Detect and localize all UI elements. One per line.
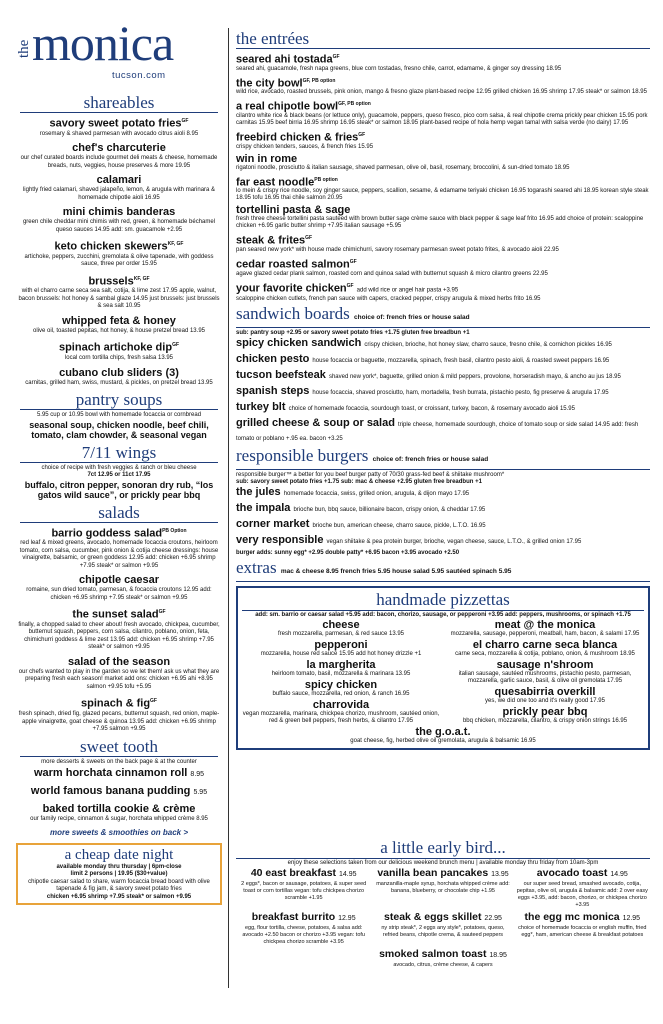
pizzetta-name: sausage n'shroom: [496, 659, 594, 672]
item-name-text: spinach & fig: [80, 698, 151, 711]
item-name-text: corner market: [236, 518, 310, 531]
menu-item: [236, 353, 650, 367]
item-desc: red leaf & mixed greens, avocado, homemade focaccia croutons, heirloom tomato, corn salsa, cucumber, pink onion & cotija cheese dressings: house vinaigrette, balsamic, or green goddess 12.95 add: chicken +6.95 shrimp +7.95 steak* or salmon +9.95: [19, 540, 219, 569]
pizzetta-name: charrovida: [312, 699, 370, 712]
item-name-text: a real chipotle bowl: [236, 100, 339, 113]
item-tag: GF: [150, 698, 157, 705]
menu-item: [236, 232, 650, 254]
bird-item: [236, 867, 371, 909]
bird-item: [236, 948, 371, 969]
burgers-intro: responsible burger™ a better for you beef burger patty of 70/30 grass-fed beef & shiitake mushroom*: [236, 472, 505, 479]
item-desc: rigatoni noodle, prosciutto & italian sausage, shaved parmesan, olive oil, basil, rosemary, broccolini, & sun-dried tomato 18.95: [236, 164, 570, 171]
logo: [16, 14, 222, 92]
menu-item: [16, 695, 222, 733]
bird-desc: 2 eggs*, bacon or sausage, potatoes, & super seed toast or corn tortillas vegan: tofu chickpea chorizo scramble +1.95: [241, 881, 367, 901]
item-name-text: world famous banana pudding: [30, 785, 191, 798]
item-inline: add wild rice or angel hair pasta +3.95: [356, 287, 459, 294]
item-name: [236, 129, 650, 144]
item-desc: brioche bun, american cheese, charro sauce, pickle, L.T.O. 16.95: [312, 523, 486, 530]
pizzetta-goat-name: the g.o.a.t.: [415, 726, 471, 739]
item-desc: with el charro carne seca sea salt, cotija, & lime zest 17.95 apple, walnut, bacon brussels: hot honey & sambal glaze 14.95 just brussels: just brussels & sea salt 10.95: [18, 288, 220, 310]
bird-title: a little early bird...: [236, 838, 650, 859]
bird-desc: manzanilla-maple syrup, horchata whipped crème add: banana, blueberry, or chocolate chip +1.95: [376, 881, 510, 894]
item-desc: rosemary & shaved parmesan with avocado citrus aioli 8.95: [39, 130, 199, 137]
item-name: [16, 785, 222, 799]
pizzetta-name: prickly pear bbq: [502, 706, 588, 719]
item-desc: lo mein & crispy rice noodle, soy ginger sauce, peppers, scallion, sesame, & edamame teriyaki chicken 16.95 togarashi seared ahi 18.95 korean style steak 18.95 tofu 16.95 thai chile salmon 20.95: [236, 188, 649, 202]
entrees-title: [236, 30, 650, 49]
item-name-text: the sunset salad: [72, 608, 159, 621]
item-name-text: far east noodle: [236, 176, 315, 189]
item-name: [16, 695, 222, 711]
item-name: [16, 606, 222, 622]
sandwich-title-text: sandwich boards: [236, 304, 350, 324]
column-divider: [228, 28, 229, 988]
cheap-l2: limit 2 persons | 19.95 ($30+value): [70, 871, 168, 878]
cheap-title: a cheap date night: [64, 846, 174, 863]
extras-title-text: extras: [236, 558, 277, 578]
item-desc: wild rice, avocado, roasted brussels, pink onion, mango & fresno glaze plant-based recipe 12.95 grilled chicken 16.95 shrimp 17.95 steak* or salmon 18.95: [236, 89, 647, 96]
salads-title: salads: [20, 504, 218, 523]
item-name: [236, 486, 650, 500]
shareables-list: [16, 115, 222, 387]
pizzettas-left: [242, 619, 440, 726]
item-name-text: savory sweet potato fries: [49, 117, 182, 130]
menu-item: [236, 486, 650, 500]
item-name: [236, 385, 650, 399]
item-price: 8.95: [190, 771, 205, 779]
bird-price: 22.95: [484, 915, 502, 922]
pizzetta-desc: bbq chicken, mozzarella, cilantro, & crispy onion strings 16.95: [462, 718, 628, 725]
bird-price: 12.95: [622, 915, 641, 922]
pizzetta-item: [446, 659, 644, 685]
burgers-title: [236, 447, 650, 470]
logo-monica: monica: [32, 15, 174, 71]
menu-item: [236, 369, 650, 383]
item-name: [236, 401, 650, 415]
bird-name-text: the egg mc monica: [524, 911, 620, 923]
item-tag: GF: [172, 342, 180, 349]
burgers-adds: burger adds: sunny egg* +2.95 double patty* +6.95 bacon +3.95 avocado +2.50: [236, 550, 460, 557]
item-tag: GF: [349, 258, 357, 265]
item-name: [236, 98, 650, 113]
menu-item: [236, 75, 650, 97]
sweet-list: [16, 767, 222, 824]
item-name-text: your favorite chicken: [236, 282, 347, 295]
item-name-text: turkey blt: [236, 401, 286, 414]
bird-desc: avocado, citrus, crème cheese, & capers: [393, 962, 493, 968]
cheap-l1: available monday thru thursday | 6pm-close: [56, 863, 182, 870]
sweet-title: sweet tooth: [20, 738, 218, 757]
item-desc: house focaccia or baguette, mozzarella, spinach, fresh basil, cilantro pesto aioli, & roasted sweet peppers 16.95: [312, 358, 610, 365]
bird-name-text: breakfast burrito: [251, 911, 336, 923]
menu-item: [16, 785, 222, 799]
item-desc: our chefs wanted to play in the garden so we let them! ask us what they are preparing fresh each season! market add ons: chicken +6.95 ahi +8.95 salmon +9.95 tofu +5.95: [18, 668, 220, 690]
item-desc: triple cheese, homemade sourdough, choice of tomato soup or side salad 14.95 add: fresh tomato or poblano +.95 ea. bacon +3.25: [236, 422, 639, 443]
item-desc: brioche bun, bbq sauce, billionaire bacon, crispy onion, & cheddar 17.95: [293, 507, 486, 514]
item-desc: choice of homemade focaccia, sourdough toast, or croissant, turkey, bacon, & rosemary avocado aioli 15.95: [288, 406, 575, 413]
pantry-desc: 5.95 cup or 10.95 bowl with homemade focaccia or cornbread: [36, 412, 202, 419]
item-name-text: keto chicken skewers: [54, 240, 168, 253]
bird-item: [515, 911, 650, 946]
item-name: [16, 174, 222, 187]
menu-item: [16, 767, 222, 781]
item-name: [16, 339, 222, 355]
bird-name: [375, 911, 510, 925]
item-name: [236, 256, 650, 271]
pantry-items: seasonal soup, chicken noodle, beef chili, tomato, clam chowder, & seasonal vegan: [29, 419, 209, 440]
menu-item: [16, 574, 222, 602]
pizzetta-name: quesabirria overkill: [494, 686, 596, 699]
item-tag: GF: [358, 131, 366, 138]
item-desc: local corn tortilla chips, fresh salsa 13.95: [64, 355, 174, 362]
menu-item: [236, 337, 650, 351]
bird-desc: our super seed bread, smashed avocado, cotija, pepitas, olive oil, arugula & balsamic add: 2 over easy eggs +3.95, add: bacon, chorizo, or chickpea chorizo +3.95: [516, 881, 648, 908]
wings-title: 7/11 wings: [20, 444, 218, 463]
bird-item: [515, 948, 650, 969]
item-name-text: the city bowl: [236, 77, 303, 90]
pantry-title: pantry soups: [20, 391, 218, 410]
item-desc: finally, a chopped salad to cheer about! fresh avocado, chickpea, cucumber, butternut squash, peppers, corn salsa, cilantro, poblano, onion, feta, chimichurri goddess & lime zest 13.95 add: chicken +6.95 shrimp +7.95 steak* or salmon +9.95: [18, 621, 220, 651]
burgers-list: [236, 486, 650, 548]
bird-item: [515, 867, 650, 909]
pizzettas-add: add: sm. barrio or caesar salad +5.95 add: bacon, chorizo, sausage, or pepperoni +3.95 add: peppers, mushrooms, or spinach +1.75: [255, 612, 631, 619]
menu-item: [236, 502, 650, 516]
sandwich-note: choice of: french fries or house salad: [354, 314, 470, 322]
burgers-title-text: responsible burgers: [236, 446, 369, 466]
logo-the: the: [16, 39, 32, 58]
pizzetta-desc: fresh mozzarella, parmesan, & red sauce 13.95: [277, 631, 405, 638]
item-name: [16, 525, 222, 541]
item-name: [16, 803, 222, 816]
menu-item: [236, 98, 650, 127]
sweet-desc: more desserts & sweets on the back page & at the counter: [41, 758, 197, 765]
item-name: [236, 204, 650, 216]
menu-item: [16, 174, 222, 202]
item-desc: romaine, sun dried tomato, parmesan, & focaccia croutons 12.95 add: chicken +6.95 shrimp +7.95 steak* or salmon +9.95: [26, 587, 212, 601]
item-name: [236, 337, 650, 351]
pizzettas-box: [236, 586, 650, 750]
menu-item: [16, 606, 222, 652]
pizzetta-item: [242, 619, 440, 638]
item-name: [236, 174, 650, 189]
item-name: [236, 280, 650, 297]
item-name: [16, 574, 222, 587]
item-name: [16, 767, 222, 781]
item-name: [16, 238, 222, 254]
item-desc: crispy chicken, brioche, hot honey slaw, charro sauce, fresno chile, & cornichon pickles 16.95: [364, 342, 612, 349]
wings-items: buffalo, citron pepper, sonoran dry rub, “los gatos wild sauce”, or prickly pear bbq: [24, 479, 214, 500]
item-desc: seared ahi, guacamole, fresh napa greens, blue corn tostadas, fresno chile, carrot, edamame, & ginger soy dressing 18.95: [236, 65, 562, 72]
menu-item: [236, 417, 650, 445]
item-desc: fresh spinach, dried fig, glazed pecans, butternut squash, red onion, maple-apple vinaigrette, goat cheese & quinoa 13.95 add: chicken +6.95 shrimp +7.95 salmon +9.95: [18, 711, 220, 733]
menu-item: [236, 204, 650, 230]
pizzetta-item: [242, 699, 440, 725]
pizzetta-item: [242, 659, 440, 678]
menu-item: [16, 142, 222, 170]
pizzetta-goat: [242, 726, 644, 745]
item-name-text: tortellini pasta & sage: [236, 204, 351, 217]
item-name: [16, 142, 222, 155]
sandwich-list: [236, 337, 650, 445]
item-tag: PB option: [314, 176, 338, 183]
pizzetta-desc: heirloom tomato, basil, mozzarella & marinara 13.95: [271, 671, 411, 678]
bird-name: [236, 911, 371, 925]
menu-item: [16, 339, 222, 362]
pizzetta-name: spicy chicken: [304, 679, 378, 692]
menu-item: [16, 238, 222, 269]
item-name-text: brussels: [88, 275, 134, 288]
menu-item: [16, 367, 222, 388]
early-bird: [236, 838, 650, 971]
item-tag: GF: [181, 118, 189, 124]
menu-item: [16, 315, 222, 336]
item-desc: house focaccia, shaved prosciutto, ham, mortadella, fresh burrata, pistachio pesto, fig preserve & arugula 17.95: [312, 390, 609, 397]
item-desc: our chef curated boards include gourmet deli meats & cheese, homemade breads, nuts, veggies, house preserves & more 19.95: [20, 155, 218, 169]
extras-title: [236, 559, 650, 582]
item-desc: homemade focaccia, swiss, grilled onion, arugula, & dijon mayo 17.95: [283, 491, 470, 498]
item-tag: GF: [346, 282, 354, 289]
menu-item: [16, 273, 222, 311]
sweet-desc-wrap: [16, 759, 222, 767]
item-name: [236, 534, 650, 548]
item-name: [16, 656, 222, 669]
bird-desc: ny strip steak*, 2 eggs any style*, potatoes, queso, refried beans, chipotle crema, & sauteed peppers: [381, 925, 505, 938]
item-name-text: tucson beefsteak: [236, 369, 326, 382]
menu-item: [236, 153, 650, 172]
item-name-text: chipotle caesar: [78, 574, 160, 587]
bird-name-text: smoked salmon toast: [379, 948, 487, 960]
cheap-date-box: [16, 843, 222, 906]
item-tag: PB Option: [162, 527, 187, 534]
pizzetta-desc: italian sausage, sautéed mushrooms, pistachio pesto, parmesan, mozzarella, garlic sauce, basil, & olive oil gremolata 17.95: [458, 671, 632, 685]
bird-desc: choice of homemade focaccia or english muffin, fried egg*, ham, american cheese & breakfast potatoes: [518, 925, 647, 938]
item-tag: GF: [305, 235, 313, 242]
bird-name: [236, 867, 371, 881]
item-name-text: grilled cheese & soup or salad: [236, 417, 395, 430]
item-name-text: very responsible: [236, 534, 324, 547]
item-name: [16, 315, 222, 328]
left-column: [16, 14, 222, 1014]
item-desc: pan seared new york* with house made chimichurri, savory rosemary parmesan sweet potato frites, & avocado aioli 22.95: [236, 246, 559, 253]
pizzettas-title: handmade pizzettas: [242, 590, 644, 611]
menu-item: [16, 656, 222, 692]
burgers-note: choice of: french fries or house salad: [372, 456, 489, 464]
sandwich-sub: sub: pantry soup +2.95 or savory sweet potato fries +1.75 gluten free breadbun +1: [236, 330, 470, 337]
salads-list: [16, 525, 222, 734]
shareables-title: shareables: [20, 94, 218, 113]
item-name-text: steak & frites: [236, 234, 306, 247]
item-name: [16, 206, 222, 219]
pantry-block: [16, 412, 222, 440]
bird-grid: [236, 867, 650, 971]
item-name: [236, 353, 650, 367]
bird-name: [515, 911, 650, 925]
item-name: [16, 367, 222, 380]
item-name-text: whipped feta & honey: [62, 314, 176, 327]
item-tag: GF, PB option: [302, 77, 336, 84]
pizzetta-desc: mozzarella, sausage, pepperoni, meatball, ham, bacon, & salami 17.95: [450, 631, 640, 638]
item-desc: green chile cheddar mini chimis with red, green, & homemade béchamel queso sauces 14.95 add: sm. guacamole +2.95: [22, 219, 216, 233]
item-name: [236, 153, 650, 165]
item-name-text: the jules: [236, 486, 281, 499]
pizzetta-item: [446, 639, 644, 658]
menu-item: [16, 525, 222, 571]
item-name: [16, 115, 222, 131]
item-desc: lightly fried calamari, shaved jalapeño, lemon, & arugula with marinara & homemade chipotle aioli 16.95: [22, 187, 216, 201]
pizzetta-name: meat @ the monica: [494, 619, 596, 632]
item-desc: crispy chicken tenders, sauces, & french fries 15.95: [236, 143, 374, 150]
item-name-text: the impala: [236, 502, 291, 515]
bird-item: [375, 911, 510, 946]
logo-site: tucson.com: [112, 70, 166, 81]
item-desc: cilantro white rice & black beans (or lettuce only), guacamole, peppers, queso fresco, pico corn salsa, & real chipotle crema prickly pear chicken 15.95 pork carnitas 15.95 beef birria 16.95 shrimp 16.95 steak* or salmon 18.95 plant-based recipe of hola hemp vegan tamal with salsa verde (no dairy) 17.95: [236, 112, 648, 126]
item-name-text: mini chimis banderas: [62, 206, 176, 219]
item-name: [16, 273, 222, 289]
pizzetta-desc: buffalo sauce, mozzarella, red onion, & ranch 16.95: [272, 691, 410, 698]
bird-name-text: steak & eggs skillet: [384, 911, 482, 923]
bird-name-text: avocado toast: [536, 867, 608, 879]
pizzetta-desc: carne seca, mozzarella & cotija, poblano, onion, & mushroom 18.95: [455, 651, 635, 658]
bird-price: 13.95: [491, 871, 509, 878]
menu-item: [236, 256, 650, 278]
item-desc: our family recipe, cinnamon & sugar, horchata whipped crème 8.95: [30, 816, 208, 823]
sandwich-title: [236, 305, 650, 328]
item-desc: vegan shiitake & pea protein burger, brioche, vegan cheese, sauce, L.T.O., & grilled onion 17.95: [326, 539, 582, 546]
cheap-l4: chicken +6.95 shrimp +7.95 steak* or salmon +9.95: [46, 893, 192, 900]
bird-note: enjoy these selections taken from our delicious weekend brunch menu | available monday thru friday from 10am-3pm: [287, 860, 599, 866]
item-name-text: freebird chicken & fries: [236, 131, 359, 144]
item-desc: scaloppine chicken cutlets, french pan sauce with capers, cracked pepper, crispy arugula & mixed herbs frito 16.95: [236, 296, 541, 303]
wings-block: [16, 465, 222, 500]
item-desc: fresh three cheese tortellini pasta sauteed with brown butter sage crème sauce with black pepper & sage leaf frito 16.95 add choice of protein: scaloppine chicken +6.95 garlic butter shrimp +7.95 italian sausage +5.95: [236, 216, 644, 230]
item-name-text: cedar roasted salmon: [236, 258, 350, 271]
bird-price: 14.95: [338, 871, 357, 878]
menu-item: [236, 129, 650, 151]
pizzetta-item: [446, 619, 644, 638]
bird-price: 18.95: [489, 952, 507, 959]
pizzetta-item: [242, 679, 440, 698]
bird-price: 12.95: [338, 915, 356, 922]
item-desc: shaved new york*, baguette, grilled onion & mild peppers, provolone, horseradish mayo, & ancho au jus 18.95: [328, 374, 621, 381]
menu-item: [236, 401, 650, 415]
item-name: [236, 502, 650, 516]
pizzetta-desc: yes, we did one too and it's really good 17.95: [485, 698, 605, 705]
menu-item: [16, 803, 222, 824]
bird-name: [375, 948, 510, 962]
item-name-text: chicken pesto: [236, 353, 310, 366]
item-name-text: cubano club sliders (3): [59, 366, 179, 379]
bird-item: [375, 948, 510, 969]
menu-item: [16, 206, 222, 234]
pizzettas-right: [446, 619, 644, 726]
menu-item: [236, 518, 650, 532]
item-name-text: spicy chicken sandwich: [236, 337, 362, 350]
pizzetta-name: pepperoni: [314, 639, 368, 652]
item-name: [236, 51, 650, 66]
item-name-text: win in rome: [236, 152, 298, 165]
pizzetta-item: [446, 706, 644, 725]
bird-name-text: vanilla bean pancakes: [377, 867, 489, 879]
pizzettas-grid: [242, 619, 644, 726]
item-name-text: salad of the season: [67, 655, 171, 668]
pizzetta-name: el charro carne seca blanca: [472, 639, 618, 652]
item-desc: carnitas, grilled ham, swiss, mustard, & pickles, on pretzel bread 13.95: [25, 379, 213, 386]
bird-price: 14.95: [610, 871, 628, 878]
wings-price: 7ct 12.95 or 11ct 17.95: [87, 472, 151, 479]
menu-item: [236, 280, 650, 304]
item-name-text: seared ahi tostada: [236, 53, 333, 66]
bird-name-text: 40 east breakfast: [250, 867, 337, 879]
menu-item: [236, 51, 650, 73]
item-tag: KF, GF: [167, 241, 184, 248]
item-price: 5.95: [193, 789, 208, 797]
bird-desc: egg, flour tortilla, cheese, potatoes, & salsa add: avocado +2.50 bacon or chorizo +3.95 vegan: tofu chickpea chorizo scramble +3.95: [242, 925, 365, 945]
item-name-text: warm horchata cinnamon roll: [33, 767, 188, 780]
menu-item: [16, 115, 222, 138]
item-name-text: spanish steps: [236, 385, 310, 398]
bird-name: [375, 867, 510, 881]
pizzetta-desc: vegan mozzarella, marinara, chickpea chorizo, mushroom, sautéed onion, red & green bell peppers, fresh herbs, & cilantro 17.95: [242, 711, 440, 725]
item-name: [236, 518, 650, 532]
bird-name: [515, 867, 650, 881]
menu-item: [236, 534, 650, 548]
more-sweets-link[interactable]: more sweets & smoothies on back >: [49, 827, 189, 837]
entrees-list: [236, 51, 650, 303]
pizzetta-name: la margherita: [306, 659, 376, 672]
extras-desc: mac & cheese 8.95 french fries 5.95 house salad 5.95 sautéed spinach 5.95: [280, 568, 512, 576]
item-name: [236, 417, 650, 445]
item-name-text: chef's charcuterie: [72, 142, 166, 155]
item-name: [236, 232, 650, 247]
item-name-text: spinach artichoke dip: [58, 342, 173, 355]
item-desc: agave glazed cedar plank salmon, roasted corn and quinoa salad with butternut squash & micro cilantro greens 22.95: [236, 270, 548, 277]
item-name: [236, 369, 650, 383]
item-tag: GF: [158, 609, 166, 616]
wings-desc: choice of recipe with fresh veggies & ranch or bleu cheese: [41, 464, 197, 471]
pizzetta-name: cheese: [322, 619, 360, 632]
bird-item: [236, 911, 371, 946]
item-tag: KF, GF: [133, 275, 150, 282]
item-name: [236, 75, 650, 90]
item-tag: GF: [332, 54, 340, 60]
menu-item: [236, 385, 650, 399]
pizzetta-desc: mozzarella, house red sauce 15.95 add hot honey drizzle +1: [260, 651, 422, 658]
pizzetta-goat-desc: goat cheese, fig, herbed olive oil gremolata, arugula & balsamic 16.95: [350, 738, 536, 745]
pizzetta-item: [242, 639, 440, 658]
pizzetta-item: [446, 686, 644, 705]
item-desc: artichoke, peppers, zucchini, gremolata & olive tapenade, with goddess sauce, three per order 15.95: [24, 253, 214, 268]
cheap-l3: chipotle caesar salad to share, warm focaccia bread board with olive tapenade & fig jam, & savory sweet potato fries: [28, 878, 210, 893]
item-name-text: baked tortilla cookie & crème: [42, 803, 196, 816]
item-name-text: calamari: [96, 174, 142, 187]
menu-item: [236, 174, 650, 203]
item-name-text: barrio goddess salad: [51, 527, 163, 540]
item-tag: GF, PB option: [338, 101, 371, 108]
item-desc: olive oil, toasted pepitas, hot honey, & house pretzel bread 13.95: [32, 327, 205, 334]
bird-item: [375, 867, 510, 909]
entrees-title-text: the entrées: [236, 29, 310, 48]
burgers-sub: sub: savory sweet potato fries +1.75 sub: mac & cheese +2.95 gluten free breadbun +1: [236, 479, 482, 486]
